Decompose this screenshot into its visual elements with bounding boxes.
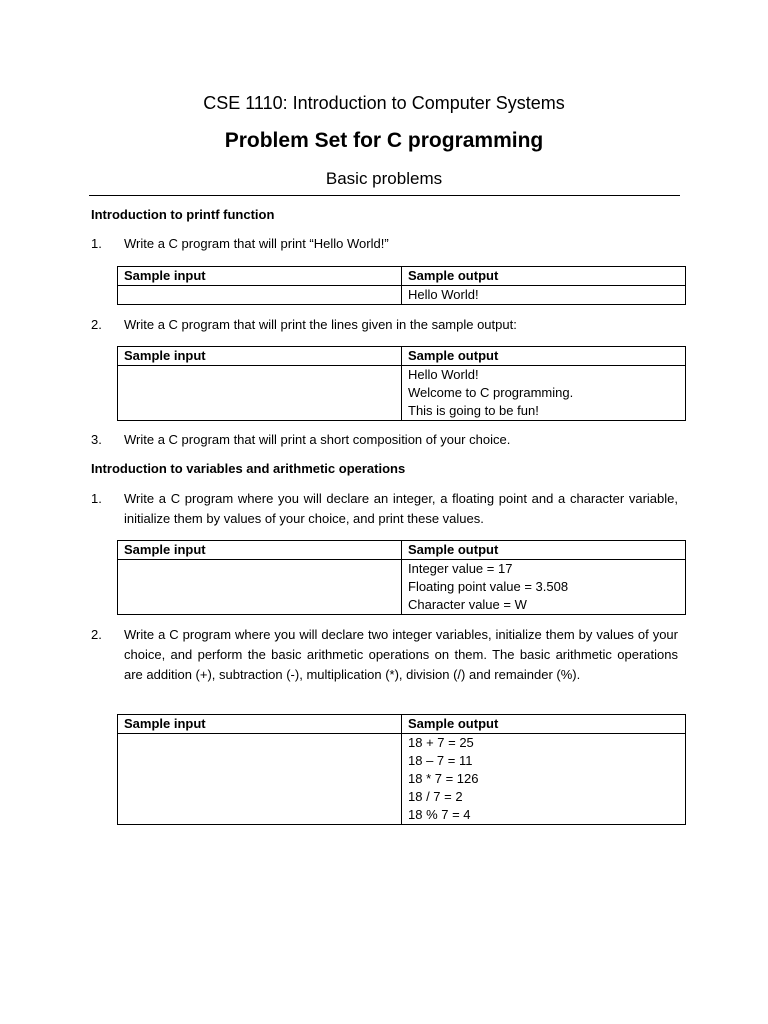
problem-number: 3. [91,432,102,447]
table-header-row [118,267,686,286]
sample-output-header: Sample output [402,715,686,734]
output-line: 18 – 7 = 11 [408,753,473,768]
problem-number: 2. [91,627,102,642]
sample-input-header: Sample input [118,267,402,286]
course-title: CSE 1110: Introduction to Computer Systems [203,93,565,113]
output-line: 18 * 7 = 126 [408,771,479,786]
sample-output-cell [402,560,686,615]
problem-text: Write a C program that will print the lines given in the sample output: [124,317,517,332]
problem-text: Write a C program where you will declare an integer, a floating point and a character variable, initialize them by values of your choice, and print these values. [124,491,678,526]
sample-output-cell [402,366,686,421]
problem-number: 1. [91,236,102,251]
sample-table [117,540,686,615]
table-row [118,560,686,615]
table-row [118,286,686,305]
problem-text: Write a C program where you will declare two integer variables, initialize them by values of your choice, and perform the basic arithmetic operations on them. The basic arithmetic operations are addition (+), subtraction (-), multiplication (*), division (/) and remainder (%). [124,627,678,682]
page-title: Problem Set for C programming [224,129,544,152]
output-line: 18 / 7 = 2 [408,789,463,804]
table-header-row [118,541,686,560]
sample-input-cell [118,286,402,305]
sample-input-header: Sample input [118,541,402,560]
sample-input-cell [118,734,402,825]
output-line: 18 % 7 = 4 [408,807,471,822]
section-heading-variables: Introduction to variables and arithmetic operations [91,461,406,476]
output-line: Hello World! [408,367,479,382]
sample-output-header: Sample output [402,541,686,560]
page-subtitle: Basic problems [325,169,443,188]
output-line: Welcome to C programming. [408,385,574,400]
problem-text: Write a C program that will print “Hello World!” [124,236,389,251]
table-row [118,734,686,825]
sample-input-header: Sample input [118,347,402,366]
sample-table [117,266,686,305]
sample-table [117,714,686,825]
problem-number: 1. [91,491,102,506]
problem-text: Write a C program that will print a short composition of your choice. [124,432,511,447]
output-line: This is going to be fun! [408,403,539,418]
output-line: 18 + 7 = 25 [408,735,474,750]
output-line: Character value = W [408,597,527,612]
table-row [118,366,686,421]
sample-table [117,346,686,421]
output-line: Floating point value = 3.508 [408,579,569,594]
table-header-row [118,347,686,366]
table-header-row [118,715,686,734]
sample-input-cell [118,560,402,615]
sample-output-cell [402,286,686,305]
output-line: Hello World! [408,287,479,302]
sample-output-header: Sample output [402,267,686,286]
sample-output-header: Sample output [402,347,686,366]
sample-input-cell [118,366,402,421]
section-heading-printf: Introduction to printf function [91,207,275,222]
sample-output-cell [402,734,686,825]
problem-number: 2. [91,317,102,332]
header-divider [89,195,680,196]
output-line: Integer value = 17 [408,561,513,576]
sample-input-header: Sample input [118,715,402,734]
